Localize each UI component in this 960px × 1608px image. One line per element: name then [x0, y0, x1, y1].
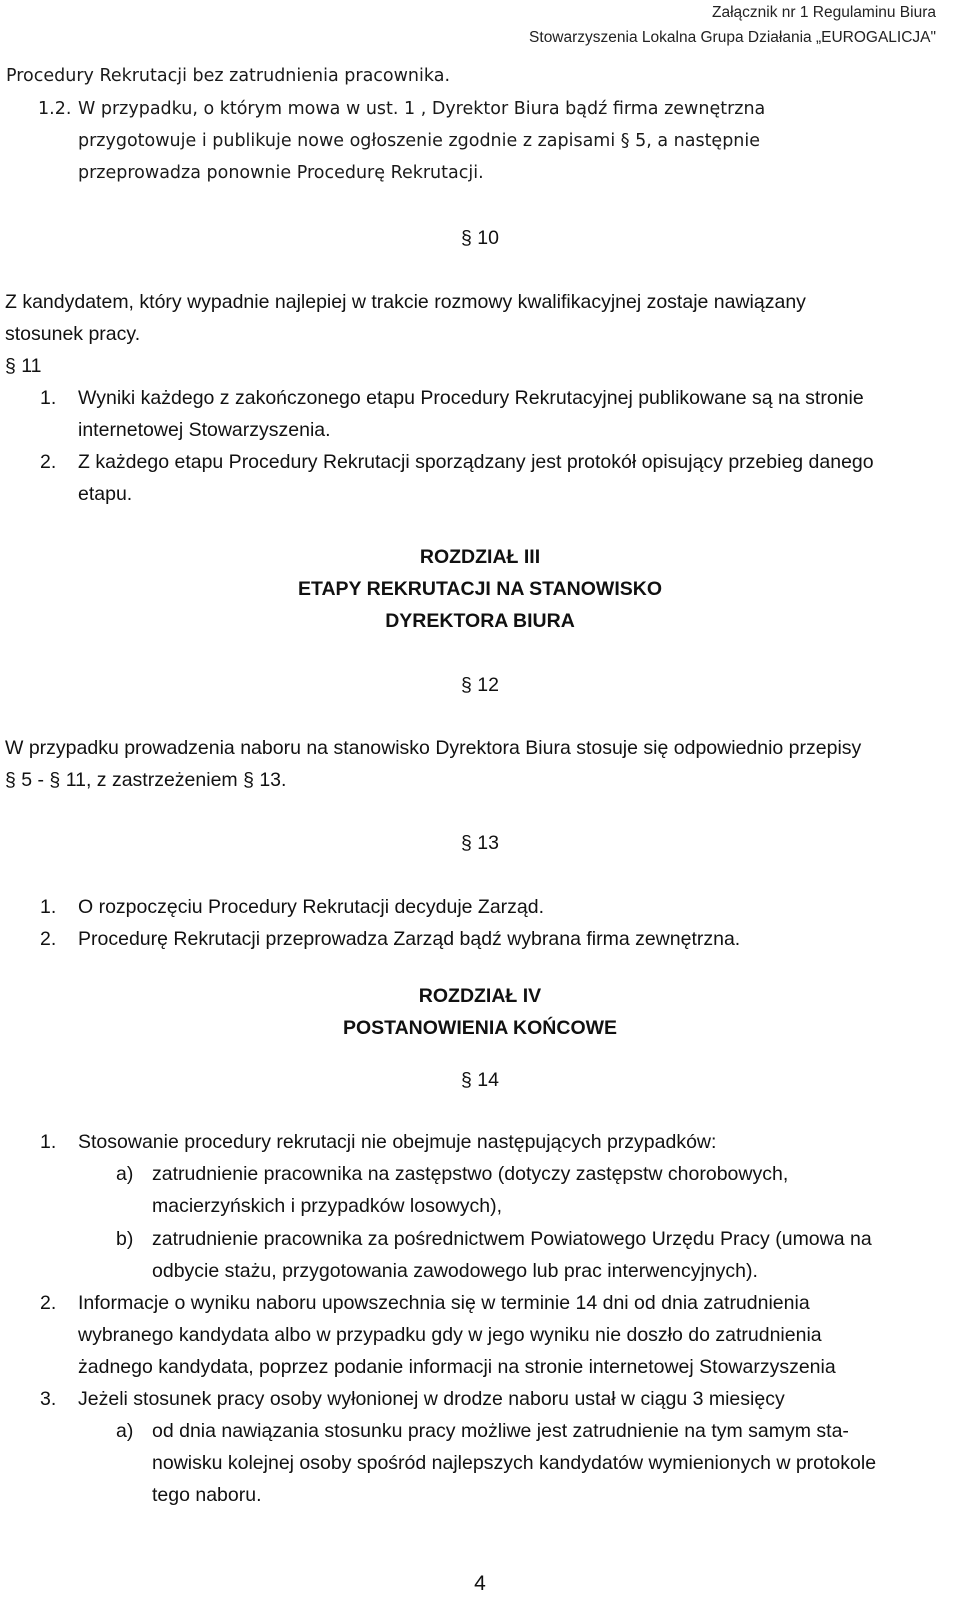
section-14-item-1a-letter: a): [116, 1163, 134, 1185]
section-14-item-3a-line-3: tego naboru.: [152, 1484, 262, 1506]
section-12-heading: § 12: [461, 674, 499, 696]
section-13-heading: § 13: [461, 832, 499, 854]
intro-item-line-2: przygotowuje i publikuje nowe ogłoszenie zgodnie z zapisami § 5, a następnie: [78, 131, 761, 151]
section-11-heading: § 11: [5, 355, 42, 377]
section-14-item-1b-line-1: zatrudnienie pracownika za pośrednictwem Powiatowego Urzędu Pracy (umowa na: [152, 1228, 872, 1250]
section-14-item-2-line-3: żadnego kandydata, poprzez podanie informacji na stronie internetowej Stowarzyszenia: [78, 1356, 836, 1378]
section-12-line-2: § 5 - § 11, z zastrzeżeniem § 13.: [5, 769, 287, 791]
section-12-line-1: W przypadku prowadzenia naboru na stanowisko Dyrektora Biura stosuje się odpowiednio przepisy: [5, 737, 862, 759]
section-11-item-2-line-2: etapu.: [78, 483, 133, 505]
section-14-item-3-text: Jeżeli stosunek pracy osoby wyłonionej w drodze naboru ustał w ciągu 3 miesięcy: [78, 1388, 785, 1410]
section-14-item-2-number: 2.: [40, 1292, 57, 1314]
section-14-item-1-text: Stosowanie procedury rekrutacji nie obejmuje następujących przypadków:: [78, 1131, 717, 1153]
section-14-item-1-number: 1.: [40, 1131, 57, 1153]
chapter-3-subtitle-line-2: DYREKTORA BIURA: [385, 610, 575, 632]
section-14-item-2-line-2: wybranego kandydata albo w przypadku gdy w jego wyniku nie doszło do zatrudnienia: [78, 1324, 822, 1346]
intro-item-line-3: przeprowadza ponownie Procedurę Rekrutacji.: [78, 163, 484, 183]
section-10-line-2: stosunek pracy.: [5, 323, 141, 345]
chapter-4-subtitle: POSTANOWIENIA KOŃCOWE: [342, 1017, 618, 1039]
section-14-item-1a-line-1: zatrudnienie pracownika na zastępstwo (dotyczy zastępstw chorobowych,: [152, 1163, 789, 1185]
section-13-item-2-text: Procedurę Rekrutacji przeprowadza Zarząd bądź wybrana firma zewnętrzna.: [78, 928, 741, 950]
chapter-3-title: ROZDZIAŁ III: [419, 546, 541, 568]
section-14-item-3a-line-2: nowisku kolejnej osoby spośród najlepszych kandydatów wymienionych w protokole: [152, 1452, 877, 1474]
section-10-heading: § 10: [461, 227, 499, 249]
section-11-item-2-line-1: Z każdego etapu Procedury Rekrutacji sporządzany jest protokół opisujący przebieg danego: [78, 451, 874, 473]
section-14-item-1a-line-2: macierzyńskich i przypadków losowych),: [152, 1195, 503, 1217]
section-11-item-2-number: 2.: [40, 451, 57, 473]
chapter-4-title: ROZDZIAŁ IV: [418, 985, 542, 1007]
section-14-item-2-line-1: Informacje o wyniku naboru upowszechnia się w terminie 14 dni od dnia zatrudnienia: [78, 1292, 810, 1314]
section-14-item-1b-line-2: odbycie stażu, przygotowania zawodowego lub prac interwencyjnych).: [152, 1260, 758, 1282]
section-14-item-1b-letter: b): [116, 1228, 134, 1250]
intro-line: Procedury Rekrutacji bez zatrudnienia pracownika.: [6, 66, 451, 86]
section-14-item-3a-letter: a): [116, 1420, 134, 1442]
header-line-1: Załącznik nr 1 Regulaminu Biura: [712, 4, 936, 21]
section-11-item-1-number: 1.: [40, 387, 57, 409]
intro-item-line-1: W przypadku, o którym mowa w ust. 1 , Dyrektor Biura bądź firma zewnętrzna: [78, 99, 766, 119]
chapter-3-subtitle-line-1: ETAPY REKRUTACJI NA STANOWISKO: [297, 578, 663, 600]
section-14-item-3a-line-1: od dnia nawiązania stosunku pracy możliwe jest zatrudnienie na tym samym sta-: [152, 1420, 849, 1442]
section-14-heading: § 14: [461, 1069, 499, 1091]
section-11-item-1-line-2: internetowej Stowarzyszenia.: [78, 419, 331, 441]
section-14-item-3-number: 3.: [40, 1388, 57, 1410]
section-13-item-1-number: 1.: [40, 896, 57, 918]
intro-item-number: 1.2.: [38, 99, 72, 119]
section-13-item-2-number: 2.: [40, 928, 57, 950]
header-line-2: Stowarzyszenia Lokalna Grupa Działania „EUROGALICJA": [529, 29, 936, 46]
page-number: 4: [474, 1572, 486, 1595]
section-11-item-1-line-1: Wyniki każdego z zakończonego etapu Procedury Rekrutacyjnej publikowane są na stronie: [78, 387, 864, 409]
section-10-line-1: Z kandydatem, który wypadnie najlepiej w trakcie rozmowy kwalifikacyjnej zostaje nawiązany: [5, 291, 806, 313]
page-header: [529, 0, 936, 50]
section-13-item-1-text: O rozpoczęciu Procedury Rekrutacji decyduje Zarząd.: [78, 896, 545, 918]
